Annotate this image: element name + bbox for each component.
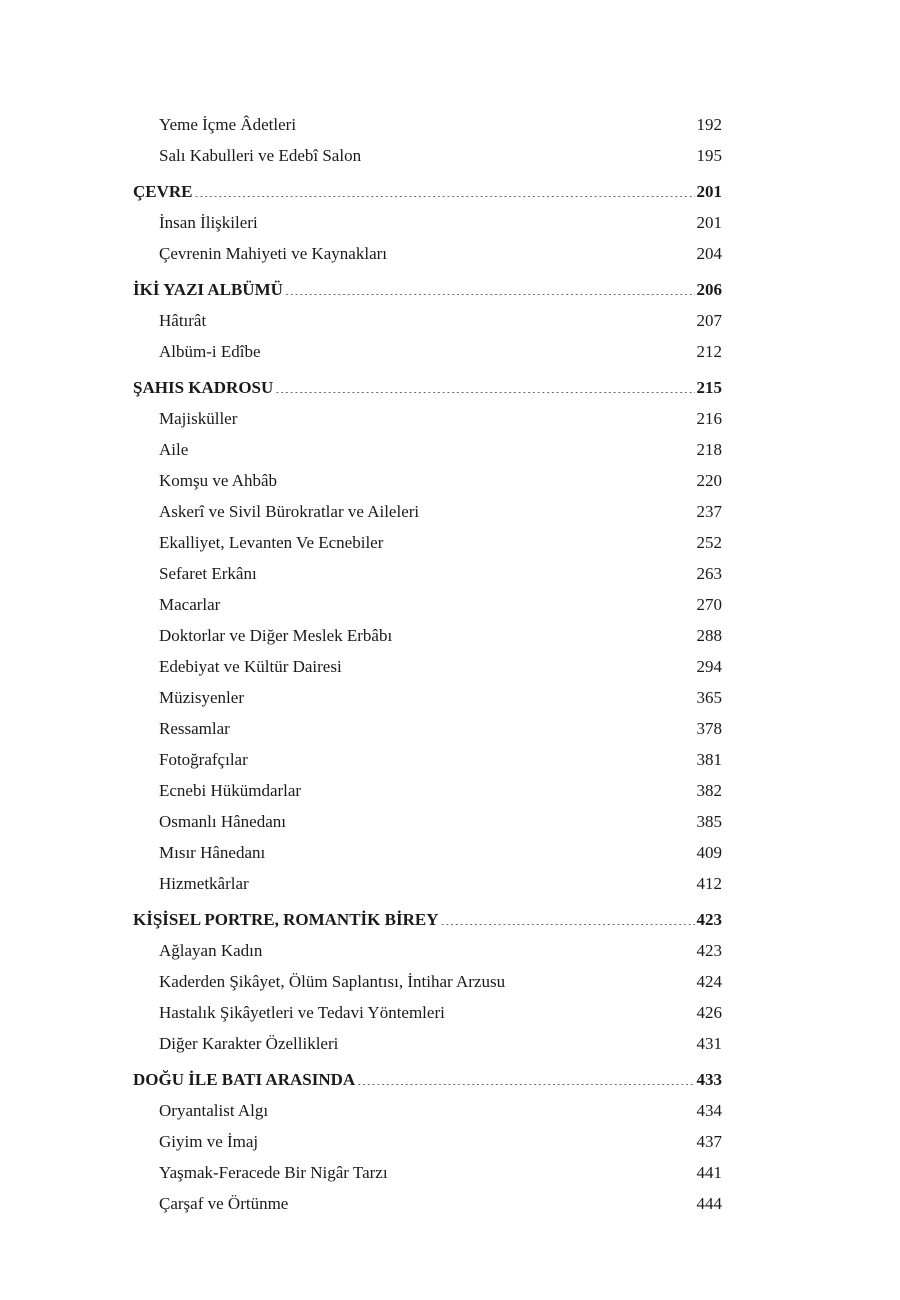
toc-entry-page-number: 437 <box>696 1132 722 1151</box>
toc-subsection-entry <box>133 589 722 620</box>
toc-entry-title: Aile <box>159 440 189 459</box>
toc-entry-title: Fotoğrafçılar <box>159 750 248 769</box>
toc-entry-page-number: 294 <box>696 657 722 676</box>
toc-entry-page-number: 441 <box>696 1163 722 1182</box>
toc-subsection-entry <box>133 1157 722 1188</box>
toc-entry-title: Ekalliyet, Levanten Ve Ecnebiler <box>159 533 384 552</box>
table-of-contents <box>133 109 722 1219</box>
toc-entry-title: Edebiyat ve Kültür Dairesi <box>159 657 342 676</box>
toc-entry-page-number: 270 <box>696 595 722 614</box>
toc-entry-page-number: 220 <box>696 471 722 490</box>
toc-entry-title: Mısır Hânedanı <box>159 843 266 862</box>
toc-section-entry <box>133 1064 722 1095</box>
toc-entry-title: Doktorlar ve Diğer Meslek Erbâbı <box>159 626 393 645</box>
toc-entry-page-number: 433 <box>696 1070 722 1089</box>
toc-entry-title: Albüm-i Edîbe <box>159 342 261 361</box>
toc-subsection-entry <box>133 806 722 837</box>
dot-leader <box>246 686 695 703</box>
dot-leader <box>222 593 694 610</box>
toc-subsection-entry <box>133 744 722 775</box>
toc-entry-page-number: 201 <box>696 213 722 232</box>
toc-subsection-entry <box>133 1188 722 1219</box>
toc-entry-page-number: 412 <box>696 874 722 893</box>
dot-leader <box>232 717 695 734</box>
toc-entry-title: DOĞU İLE BATI ARASINDA <box>133 1070 356 1089</box>
toc-entry-page-number: 201 <box>696 182 722 201</box>
dot-leader <box>394 624 694 641</box>
toc-subsection-entry <box>133 207 722 238</box>
toc-section-entry <box>133 176 722 207</box>
dot-leader <box>208 309 694 326</box>
toc-entry-page-number: 252 <box>696 533 722 552</box>
toc-subsection-entry <box>133 558 722 589</box>
toc-section-entry <box>133 904 722 935</box>
toc-entry-title: Ecnebi Hükümdarlar <box>159 781 302 800</box>
dot-leader <box>263 340 695 357</box>
toc-section-entry <box>133 274 722 305</box>
toc-subsection-entry <box>133 1028 722 1059</box>
toc-subsection-entry <box>133 651 722 682</box>
dot-leader <box>239 407 694 424</box>
dot-leader <box>290 1192 694 1209</box>
toc-subsection-entry <box>133 305 722 336</box>
toc-entry-title: Ressamlar <box>159 719 230 738</box>
toc-subsection-entry <box>133 682 722 713</box>
dot-leader <box>267 841 694 858</box>
toc-entry-page-number: 385 <box>696 812 722 831</box>
toc-entry-title: ÇEVRE <box>133 182 193 201</box>
toc-entry-title: Komşu ve Ahbâb <box>159 471 278 490</box>
toc-entry-page-number: 263 <box>696 564 722 583</box>
toc-entry-title: Giyim ve İmaj <box>159 1132 259 1151</box>
toc-subsection-entry <box>133 238 722 269</box>
dot-leader <box>250 748 695 765</box>
toc-entry-page-number: 378 <box>696 719 722 738</box>
toc-subsection-entry <box>133 434 722 465</box>
toc-entry-title: Hizmetkârlar <box>159 874 249 893</box>
dot-leader <box>285 278 695 295</box>
toc-entry-page-number: 424 <box>696 972 722 991</box>
toc-subsection-entry <box>133 527 722 558</box>
dot-leader <box>440 908 694 925</box>
toc-entry-page-number: 382 <box>696 781 722 800</box>
toc-entry-page-number: 218 <box>696 440 722 459</box>
toc-subsection-entry <box>133 868 722 899</box>
dot-leader <box>344 655 695 672</box>
dot-leader <box>260 211 695 228</box>
toc-entry-title: Çevrenin Mahiyeti ve Kaynakları <box>159 244 388 263</box>
toc-subsection-entry <box>133 966 722 997</box>
toc-entry-page-number: 215 <box>696 378 722 397</box>
dot-leader <box>270 1099 694 1116</box>
dot-leader <box>298 113 694 130</box>
toc-entry-title: Ağlayan Kadın <box>159 941 263 960</box>
dot-leader <box>385 531 694 548</box>
toc-entry-page-number: 431 <box>696 1034 722 1053</box>
dot-leader <box>390 1161 695 1178</box>
toc-subsection-entry <box>133 837 722 868</box>
toc-subsection-entry <box>133 1126 722 1157</box>
dot-leader <box>259 562 695 579</box>
toc-subsection-entry <box>133 336 722 367</box>
toc-entry-page-number: 434 <box>696 1101 722 1120</box>
dot-leader <box>357 1068 694 1085</box>
toc-entry-page-number: 409 <box>696 843 722 862</box>
toc-entry-page-number: 426 <box>696 1003 722 1022</box>
toc-entry-title: Askerî ve Sivil Bürokratlar ve Aileleri <box>159 502 420 521</box>
dot-leader <box>251 872 695 889</box>
dot-leader <box>389 242 694 259</box>
toc-entry-title: Salı Kabulleri ve Edebî Salon <box>159 146 362 165</box>
toc-entry-page-number: 423 <box>696 941 722 960</box>
toc-entry-page-number: 216 <box>696 409 722 428</box>
toc-entry-page-number: 192 <box>696 115 722 134</box>
toc-entry-title: Hastalık Şikâyetleri ve Tedavi Yöntemleri <box>159 1003 445 1022</box>
toc-subsection-entry <box>133 620 722 651</box>
toc-entry-page-number: 204 <box>696 244 722 263</box>
toc-subsection-entry <box>133 403 722 434</box>
dot-leader <box>507 970 694 987</box>
dot-leader <box>303 779 694 796</box>
dot-leader <box>275 376 694 393</box>
toc-entry-page-number: 212 <box>696 342 722 361</box>
toc-entry-title: Osmanlı Hânedanı <box>159 812 286 831</box>
toc-subsection-entry <box>133 775 722 806</box>
toc-subsection-entry <box>133 465 722 496</box>
toc-subsection-entry <box>133 997 722 1028</box>
dot-leader <box>279 469 694 486</box>
toc-entry-page-number: 237 <box>696 502 722 521</box>
toc-entry-page-number: 381 <box>696 750 722 769</box>
toc-subsection-entry <box>133 713 722 744</box>
toc-entry-title: Çarşaf ve Örtünme <box>159 1194 289 1213</box>
toc-entry-title: Yeme İçme Âdetleri <box>159 115 297 134</box>
dot-leader <box>195 180 695 197</box>
toc-subsection-entry <box>133 109 722 140</box>
dot-leader <box>264 939 694 956</box>
toc-entry-title: İKİ YAZI ALBÜMÜ <box>133 280 283 299</box>
toc-entry-title: Majisküller <box>159 409 238 428</box>
toc-entry-page-number: 444 <box>696 1194 722 1213</box>
toc-entry-title: Hâtırât <box>159 311 207 330</box>
toc-entry-title: Macarlar <box>159 595 221 614</box>
toc-entry-title: Kaderden Şikâyet, Ölüm Saplantısı, İntihar Arzusu <box>159 972 506 991</box>
toc-entry-page-number: 207 <box>696 311 722 330</box>
toc-entry-title: Yaşmak-Feracede Bir Nigâr Tarzı <box>159 1163 388 1182</box>
toc-entry-title: ŞAHIS KADROSU <box>133 378 274 397</box>
toc-entry-title: Diğer Karakter Özellikleri <box>159 1034 339 1053</box>
toc-subsection-entry <box>133 140 722 171</box>
dot-leader <box>340 1032 694 1049</box>
toc-entry-page-number: 206 <box>696 280 722 299</box>
toc-entry-page-number: 288 <box>696 626 722 645</box>
dot-leader <box>260 1130 694 1147</box>
toc-subsection-entry <box>133 496 722 527</box>
toc-subsection-entry <box>133 935 722 966</box>
toc-entry-title: KİŞİSEL PORTRE, ROMANTİK BİREY <box>133 910 439 929</box>
toc-section-entry <box>133 372 722 403</box>
toc-entry-page-number: 195 <box>696 146 722 165</box>
toc-entry-title: Oryantalist Algı <box>159 1101 269 1120</box>
toc-entry-title: Sefaret Erkânı <box>159 564 257 583</box>
dot-leader <box>288 810 695 827</box>
toc-subsection-entry <box>133 1095 722 1126</box>
dot-leader <box>363 144 694 161</box>
dot-leader <box>447 1001 695 1018</box>
toc-entry-title: İnsan İlişkileri <box>159 213 258 232</box>
toc-entry-title: Müzisyenler <box>159 688 244 707</box>
toc-entry-page-number: 423 <box>696 910 722 929</box>
dot-leader <box>421 500 694 517</box>
toc-entry-page-number: 365 <box>696 688 722 707</box>
dot-leader <box>190 438 694 455</box>
